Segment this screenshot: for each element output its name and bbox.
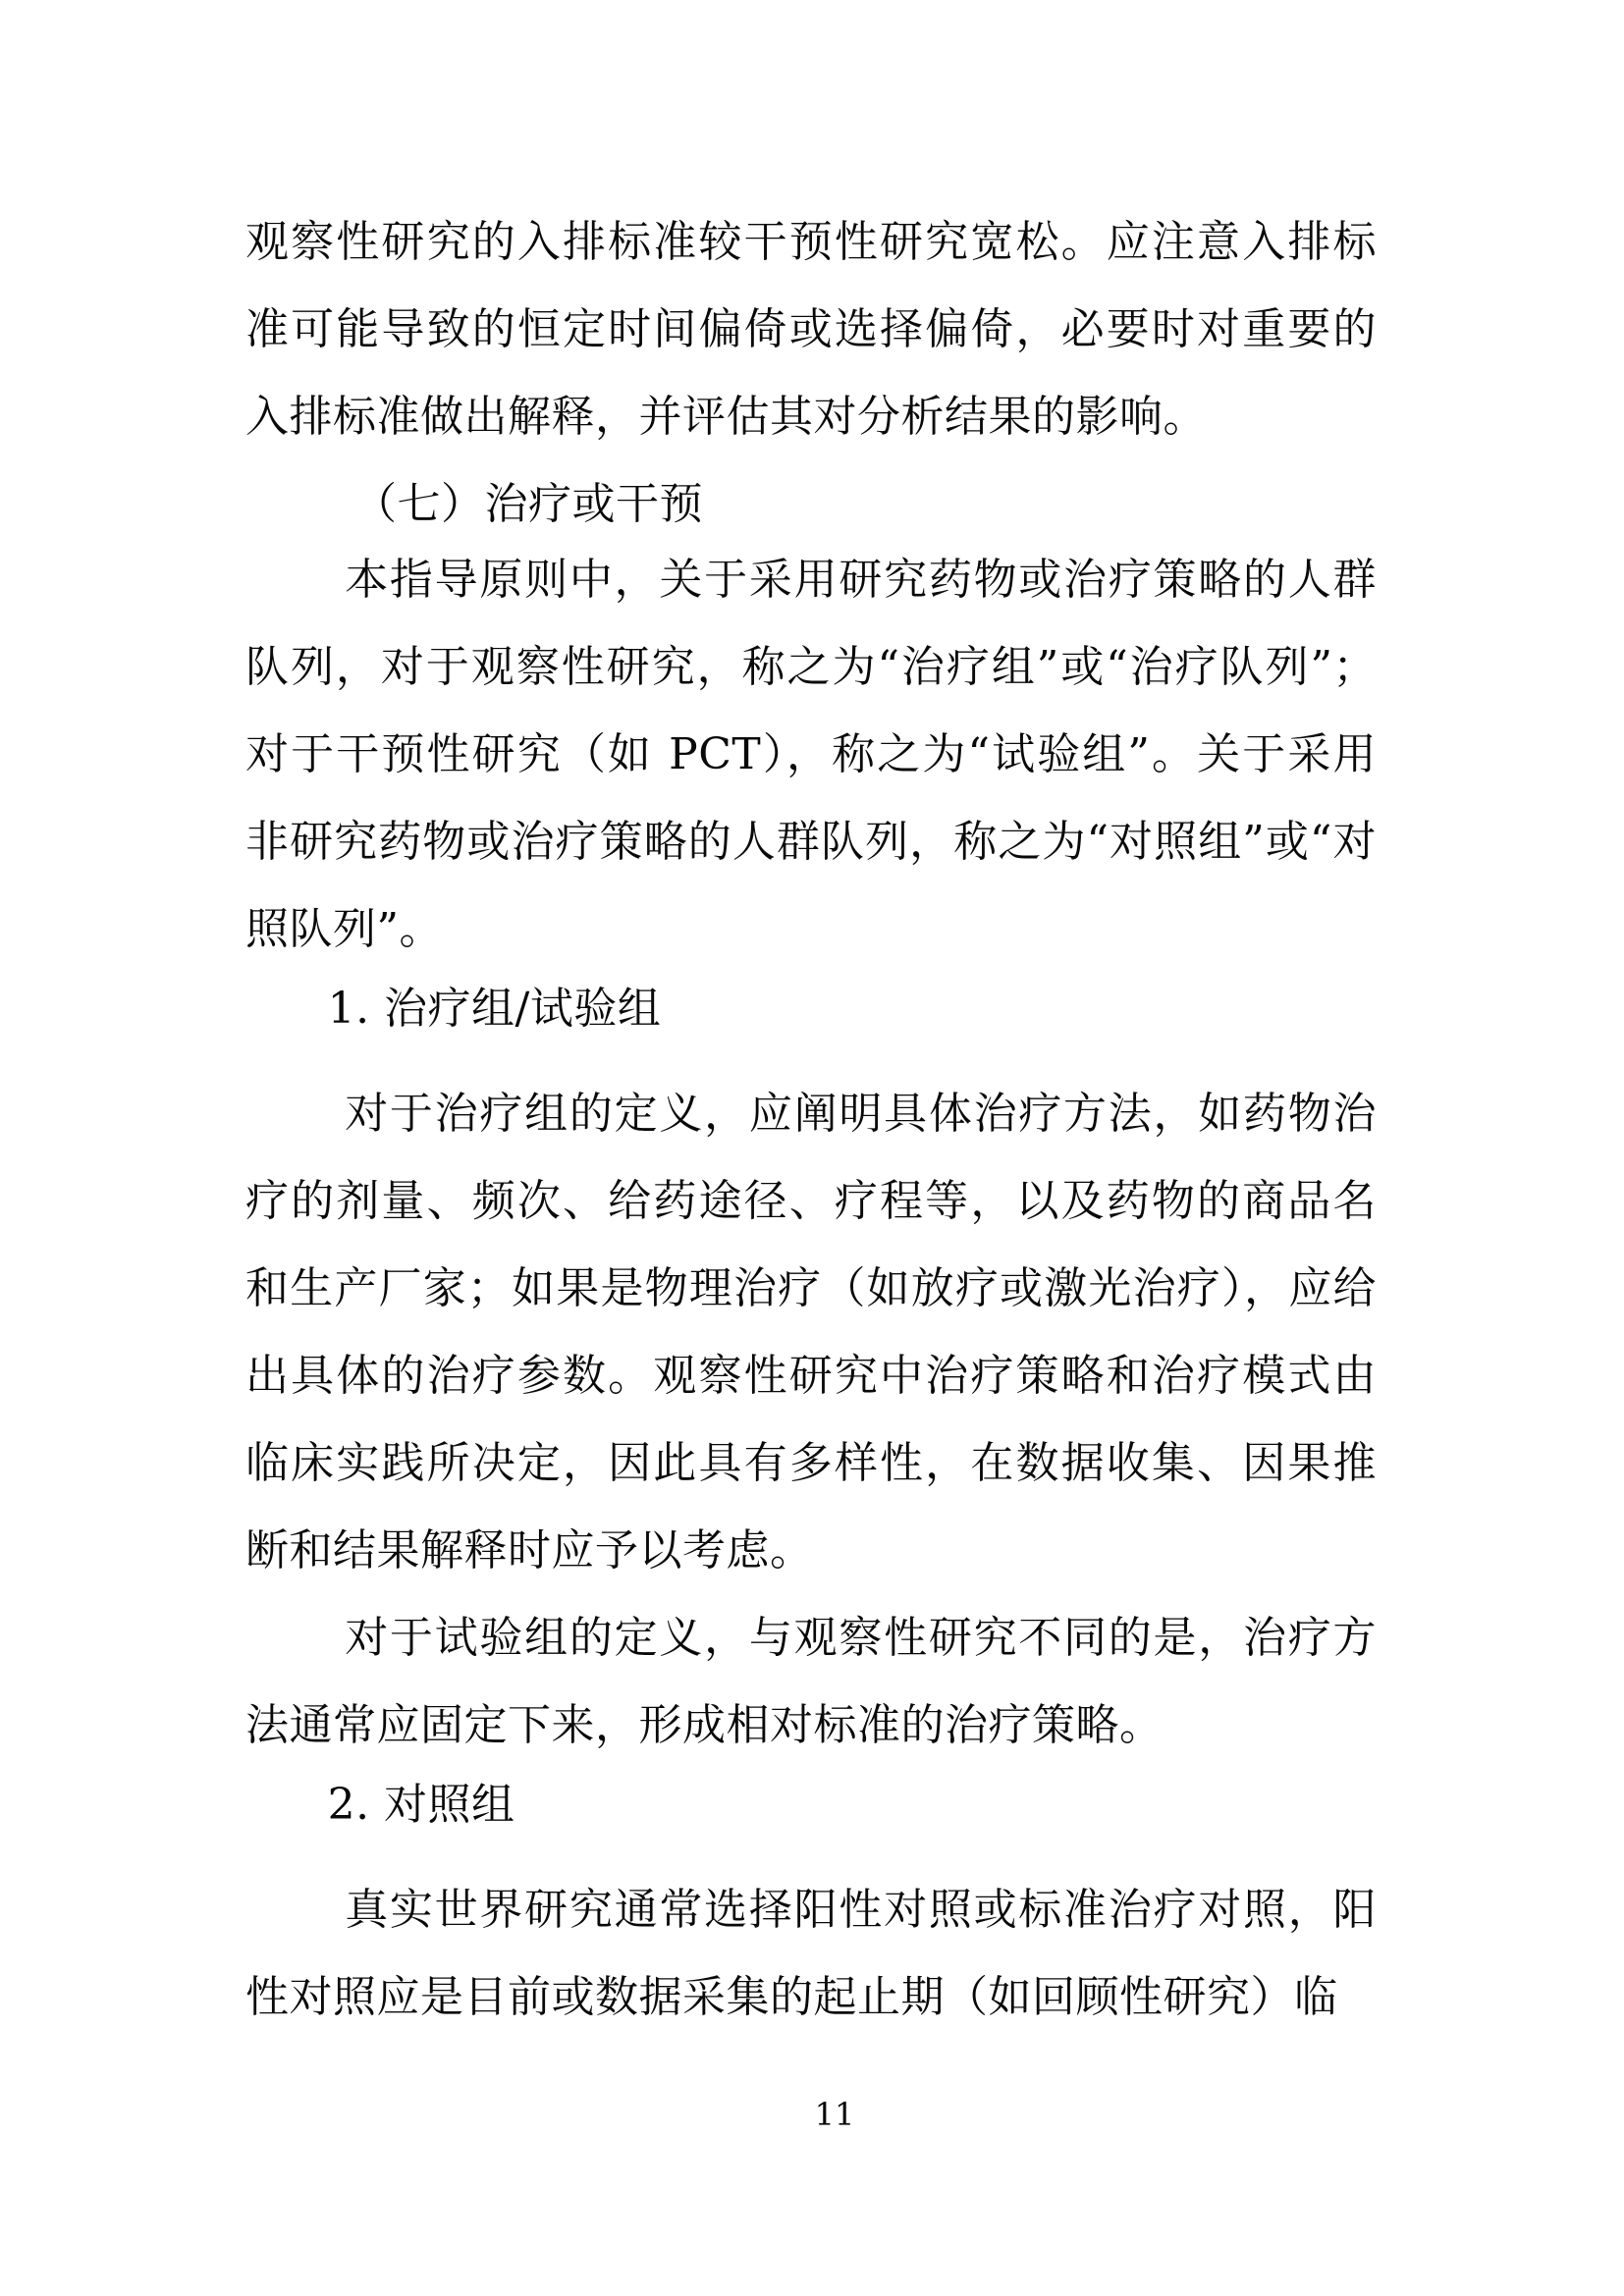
paragraph: 本指导原则中，关于采用研究药物或治疗策略的人群队列，对于观察性研究，称之为“治疗组”或“治疗队列”；对于干预性研究（如 PCT），称之为“试验组”。关于采用非研究药物或治疗策略的人群队列，称之为“对照组”或“对照队列”。: [245, 555, 1377, 954]
document-body: [245, 198, 1377, 2041]
paragraph: 对于试验组的定义，与观察性研究不同的是，治疗方法通常应固定下来，形成相对标准的治疗策略。: [245, 1613, 1377, 1750]
page-footer: [0, 2097, 1624, 2132]
page-number: 11: [814, 2096, 855, 2133]
paragraph: 对于治疗组的定义，应阐明具体治疗方法，如药物治疗的剂量、频次、给药途径、疗程等，以及药物的商品名和生产厂家；如果是物理治疗（如放疗或激光治疗），应给出具体的治疗参数。观察性研究中治疗策略和治疗模式由临床实践所决定，因此具有多样性，在数据收集、因果推断和结果解释时应予以考虑。: [245, 1089, 1377, 1575]
section-heading: （七）治疗或干预: [353, 479, 703, 529]
section-heading: 2. 对照组: [327, 1780, 515, 1830]
paragraph: 观察性研究的入排标准较干预性研究宽松。应注意入排标准可能导致的恒定时间偏倚或选择偏倚，必要时对重要的入排标准做出解释，并评估其对分析结果的影响。: [245, 217, 1377, 442]
section-heading: 1. 治疗组/试验组: [327, 984, 662, 1034]
paragraph: 真实世界研究通常选择阳性对照或标准治疗对照，阳性对照应是目前或数据采集的起止期（如回顾性研究）临: [245, 1885, 1377, 2022]
